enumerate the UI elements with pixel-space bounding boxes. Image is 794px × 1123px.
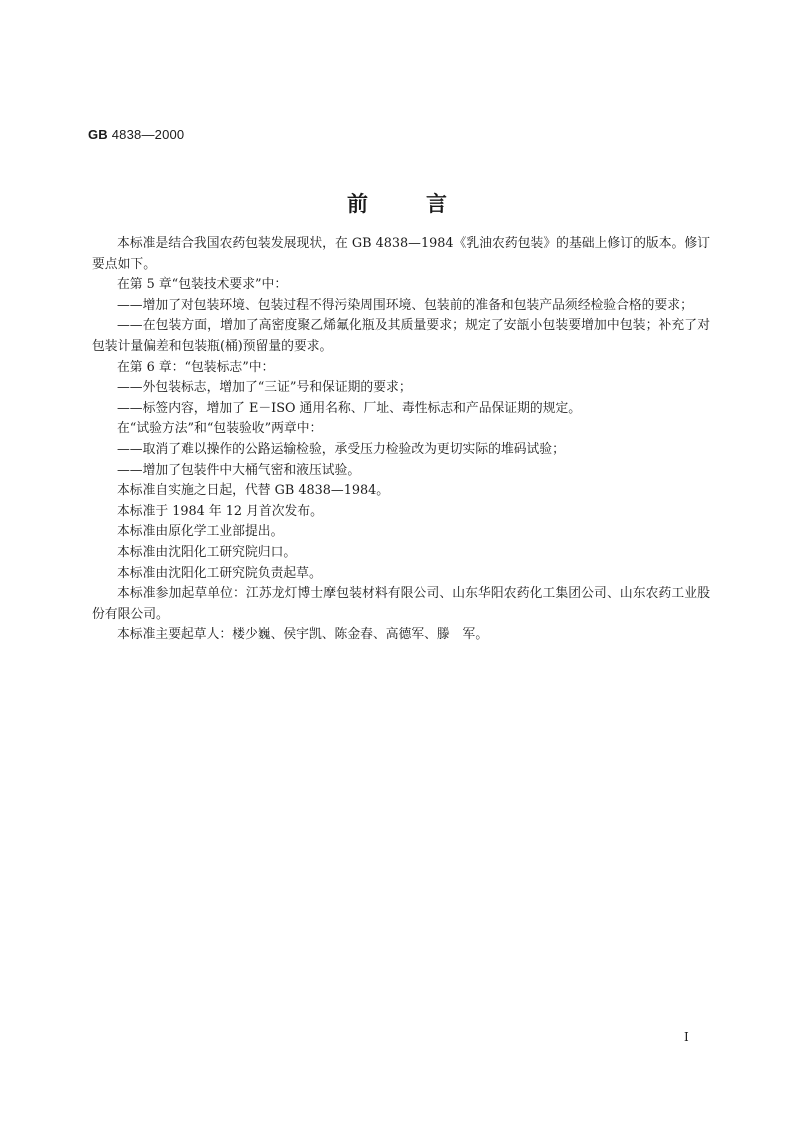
paragraph: 本标准参加起草单位：江苏龙灯博士摩包装材料有限公司、山东华阳农药化工集团公司、山东农药工业股份有限公司。 (92, 586, 710, 622)
paragraph: 本标准自实施之日起，代替 GB 4838—1984。 (117, 483, 390, 499)
paragraph: 本标准是结合我国农药包装发展现状，在 GB 4838—1984《乳油农药包装》的基础上修订的版本。修订要点如下。 (92, 236, 710, 272)
page-number: I (684, 1030, 689, 1044)
paragraph: 在“试验方法”和“包装验收”两章中： (117, 421, 323, 437)
paragraph: ——增加了对包装环境、包装过程不得污染周围环境、包装前的准备和包装产品须经检验合格的要求； (117, 297, 693, 313)
paragraph: 在第 5 章“包装技术要求”中： (117, 277, 288, 293)
paragraph: ——在包装方面，增加了高密度聚乙烯氟化瓶及其质量要求；规定了安瓿小包装要增加中包装；补充了对包装计量偏差和包装瓶(桶)预留量的要求。 (92, 318, 710, 354)
paragraph: ——标签内容，增加了 E－ISO 通用名称、厂址、毒性标志和产品保证期的规定。 (117, 400, 582, 416)
standard-code (88, 127, 184, 142)
paragraph: ——增加了包装件中大桶气密和液压试验。 (117, 462, 361, 478)
paragraph: 本标准主要起草人：楼少巍、侯宇凯、陈金春、高德军、滕 军。 (117, 627, 489, 643)
paragraph: ——取消了难以操作的公路运输检验，承受压力检验改为更切实际的堆码试验； (117, 441, 565, 457)
foreword-body (92, 234, 710, 646)
paragraph: 本标准由原化学工业部提出。 (117, 524, 284, 540)
standard-number: 4838—2000 (111, 127, 185, 142)
paragraph: 本标准于 1984 年 12 月首次发布。 (117, 503, 323, 519)
paragraph: ——外包装标志，增加了“三证”号和保证期的要求； (117, 380, 412, 396)
page-title: 前言 (347, 191, 505, 216)
paragraph: 本标准由沈阳化工研究院归口。 (117, 544, 297, 560)
paragraph: 本标准由沈阳化工研究院负责起草。 (117, 565, 322, 581)
standard-prefix: GB (88, 127, 108, 142)
paragraph: 在第 6 章：“包装标志”中： (117, 359, 275, 375)
